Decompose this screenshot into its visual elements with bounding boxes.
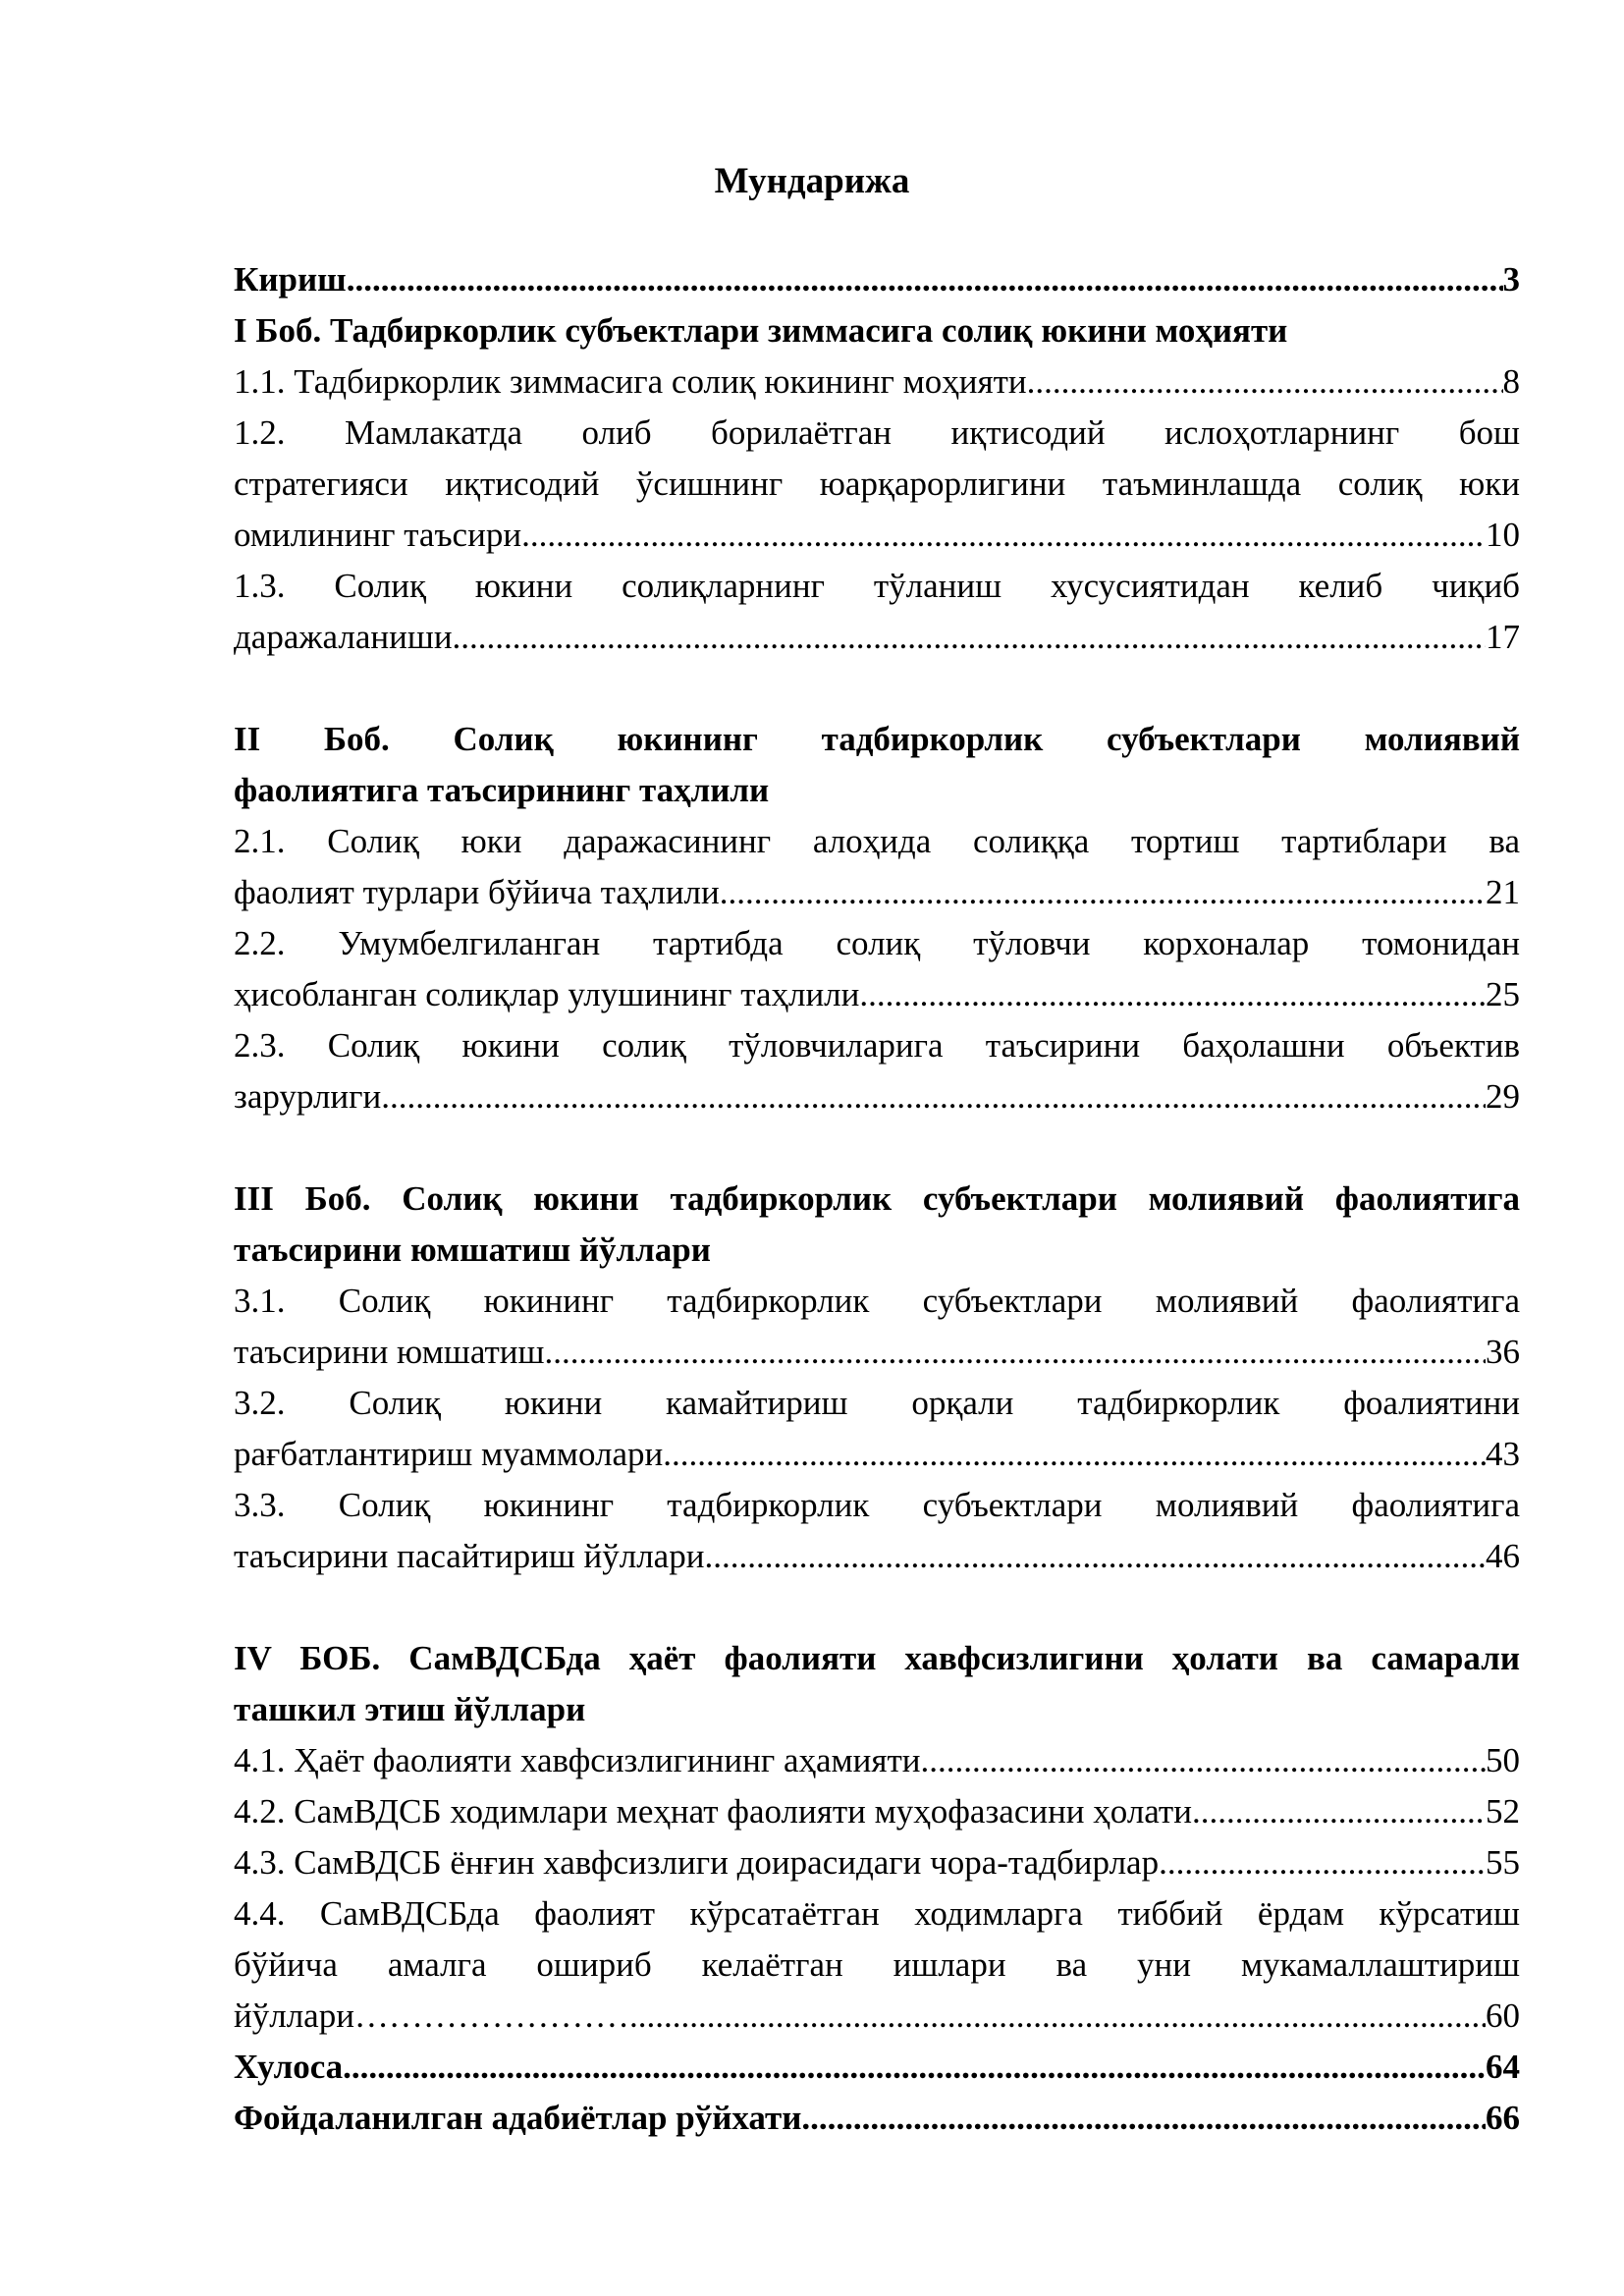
dot-leader <box>347 254 1503 305</box>
toc-entry-3-1[interactable] <box>234 1276 1520 1378</box>
toc-entry-text-line: 2.1. Солиқ юки даражасининг алоҳида солиққа тортиш тартиблари ва <box>234 822 1520 860</box>
toc-entry-label: 4.2. СамВДСБ ходимлари меҳнат фаолияти муҳофазасини ҳолати <box>234 1792 1192 1831</box>
toc-entry-label: Хулоса <box>234 2048 344 2086</box>
toc-entry-2-1[interactable] <box>234 816 1520 918</box>
dot-leader <box>629 1991 1486 2042</box>
toc-entry-intro[interactable] <box>234 254 1520 305</box>
page-title: Мундарижа <box>714 161 910 201</box>
toc-entry-text-line: 3.2. Солиқ юкини камайтириш орқали тадбиркорлик фоалиятини <box>234 1384 1520 1422</box>
toc-entry-label: даражаланиши <box>234 618 453 656</box>
dot-leader <box>1192 1786 1486 1837</box>
toc-entry-label: омилининг таъсири <box>234 516 522 554</box>
dot-leader <box>453 612 1486 663</box>
chapter-heading: фаолиятига таъсирининг таҳлили <box>234 771 770 809</box>
toc-entry-label: таъсирини пасайтириш йўллари <box>234 1537 705 1575</box>
toc-entry-4-4[interactable] <box>234 1888 1520 2042</box>
toc-entry-text-line: 1.3. Солиқ юкини солиқларнинг тўланиш хусусиятидан келиб чиқиб <box>234 567 1520 605</box>
chapter-1 <box>234 305 1520 663</box>
toc-page-number: 25 <box>1486 975 1520 1013</box>
toc-page-number: 3 <box>1502 260 1520 299</box>
toc-entry-text-line: 2.2. Умумбелгиланган тартибда солиқ тўловчи корхоналар томонидан <box>234 924 1520 962</box>
toc-page-number: 50 <box>1486 1741 1520 1779</box>
toc-entry-label: 1.1. Тадбиркорлик зиммасига солиқ юкининг моҳияти <box>234 362 1027 401</box>
toc-entry-2-3[interactable] <box>234 1020 1520 1122</box>
toc-entry-conclusion[interactable] <box>234 2042 1520 2093</box>
toc-page-number: 8 <box>1502 362 1520 401</box>
dot-leader <box>720 867 1486 918</box>
toc-entry-text-line: бўйича амалга ошириб келаётган ишлари ва уни мукамаллаштириш <box>234 1945 1520 1984</box>
toc-page-number: 29 <box>1486 1077 1520 1116</box>
chapter-heading: III Боб. Солиқ юкини тадбиркорлик субъектлари молиявий фаолиятига <box>234 1179 1520 1218</box>
chapter-heading: I Боб. Тадбиркорлик субъектлари зиммасига солиқ юкини моҳияти <box>234 311 1288 350</box>
toc-entry-label: зарурлиги <box>234 1077 382 1116</box>
dot-leader <box>381 1071 1486 1122</box>
chapter-4 <box>234 1633 1520 2042</box>
toc-page-number: 66 <box>1486 2099 1520 2137</box>
dot-leader <box>704 1531 1486 1582</box>
table-of-contents <box>234 254 1520 2144</box>
toc-entry-bibliography[interactable] <box>234 2093 1520 2144</box>
toc-entry-label: йўллари…………………… <box>234 1996 629 2035</box>
dot-leader <box>521 510 1486 561</box>
toc-entry-1-1[interactable] <box>234 356 1520 408</box>
toc-page-number: 21 <box>1486 873 1520 911</box>
toc-entry-label: Фойдаланилган адабиётлар рўйхати <box>234 2099 802 2137</box>
dot-leader <box>1159 1837 1486 1888</box>
toc-entry-label: Кириш <box>234 260 347 299</box>
toc-page-number: 17 <box>1486 618 1520 656</box>
toc-entry-text-line: 2.3. Солиқ юкини солиқ тўловчиларига таъсирини баҳолашни объектив <box>234 1026 1520 1065</box>
chapter-heading: IV БОБ. СамВДСБда ҳаёт фаолияти хавфсизлигини ҳолати ва самарали <box>234 1639 1520 1677</box>
chapter-heading: ташкил этиш йўллари <box>234 1690 586 1728</box>
toc-entry-3-3[interactable] <box>234 1480 1520 1582</box>
dot-leader <box>343 2042 1486 2093</box>
dot-leader <box>921 1735 1486 1786</box>
toc-entry-text-line: 3.1. Солиқ юкининг тадбиркорлик субъектлари молиявий фаолиятига <box>234 1282 1520 1320</box>
dot-leader <box>663 1429 1486 1480</box>
chapter-3 <box>234 1174 1520 1582</box>
toc-entry-label: фаолият турлари бўйича таҳлили <box>234 873 720 911</box>
toc-page-number: 52 <box>1486 1792 1520 1831</box>
toc-entry-label: 4.3. СамВДСБ ёнғин хавфсизлиги доирасидаги чора-тадбирлар <box>234 1843 1160 1882</box>
dot-leader <box>544 1327 1486 1378</box>
toc-entry-2-2[interactable] <box>234 918 1520 1020</box>
toc-entry-4-1[interactable] <box>234 1735 1520 1786</box>
chapter-heading: таъсирини юмшатиш йўллари <box>234 1230 711 1269</box>
toc-page-number: 46 <box>1486 1537 1520 1575</box>
toc-page-number: 36 <box>1486 1333 1520 1371</box>
toc-entry-1-3[interactable] <box>234 561 1520 663</box>
toc-entry-label: 4.1. Ҳаёт фаолияти хавфсизлигининг аҳамияти <box>234 1741 921 1779</box>
toc-entry-label: рағбатлантириш муаммолари <box>234 1435 664 1473</box>
toc-entry-4-3[interactable] <box>234 1837 1520 1888</box>
toc-page-number: 55 <box>1486 1843 1520 1882</box>
toc-entry-text-line: 4.4. СамВДСБда фаолият кўрсатаётган ходимларга тиббий ёрдам кўрсатиш <box>234 1894 1520 1933</box>
toc-entry-3-2[interactable] <box>234 1378 1520 1480</box>
toc-entry-label: ҳисобланган солиқлар улушининг таҳлили <box>234 975 860 1013</box>
toc-page-number: 43 <box>1486 1435 1520 1473</box>
toc-entry-4-2[interactable] <box>234 1786 1520 1837</box>
toc-entry-label: таъсирини юмшатиш <box>234 1333 545 1371</box>
toc-page-number: 60 <box>1486 1996 1520 2035</box>
toc-entry-text-line: 1.2. Мамлакатда олиб борилаётган иқтисодий ислоҳотларнинг бош <box>234 413 1520 452</box>
dot-leader <box>801 2093 1486 2144</box>
chapter-2 <box>234 714 1520 1122</box>
dot-leader <box>859 969 1486 1020</box>
toc-entry-text-line: 3.3. Солиқ юкининг тадбиркорлик субъектлари молиявий фаолиятига <box>234 1486 1520 1524</box>
toc-page-number: 10 <box>1486 516 1520 554</box>
toc-entry-text-line: стратегияси иқтисодий ўсишнинг юарқарорлигини таъминлашда солиқ юки <box>234 465 1520 503</box>
dot-leader <box>1027 356 1503 408</box>
chapter-heading: II Боб. Солиқ юкининг тадбиркорлик субъектлари молиявий <box>234 720 1520 758</box>
toc-page-number: 64 <box>1486 2048 1520 2086</box>
toc-entry-1-2[interactable] <box>234 408 1520 561</box>
